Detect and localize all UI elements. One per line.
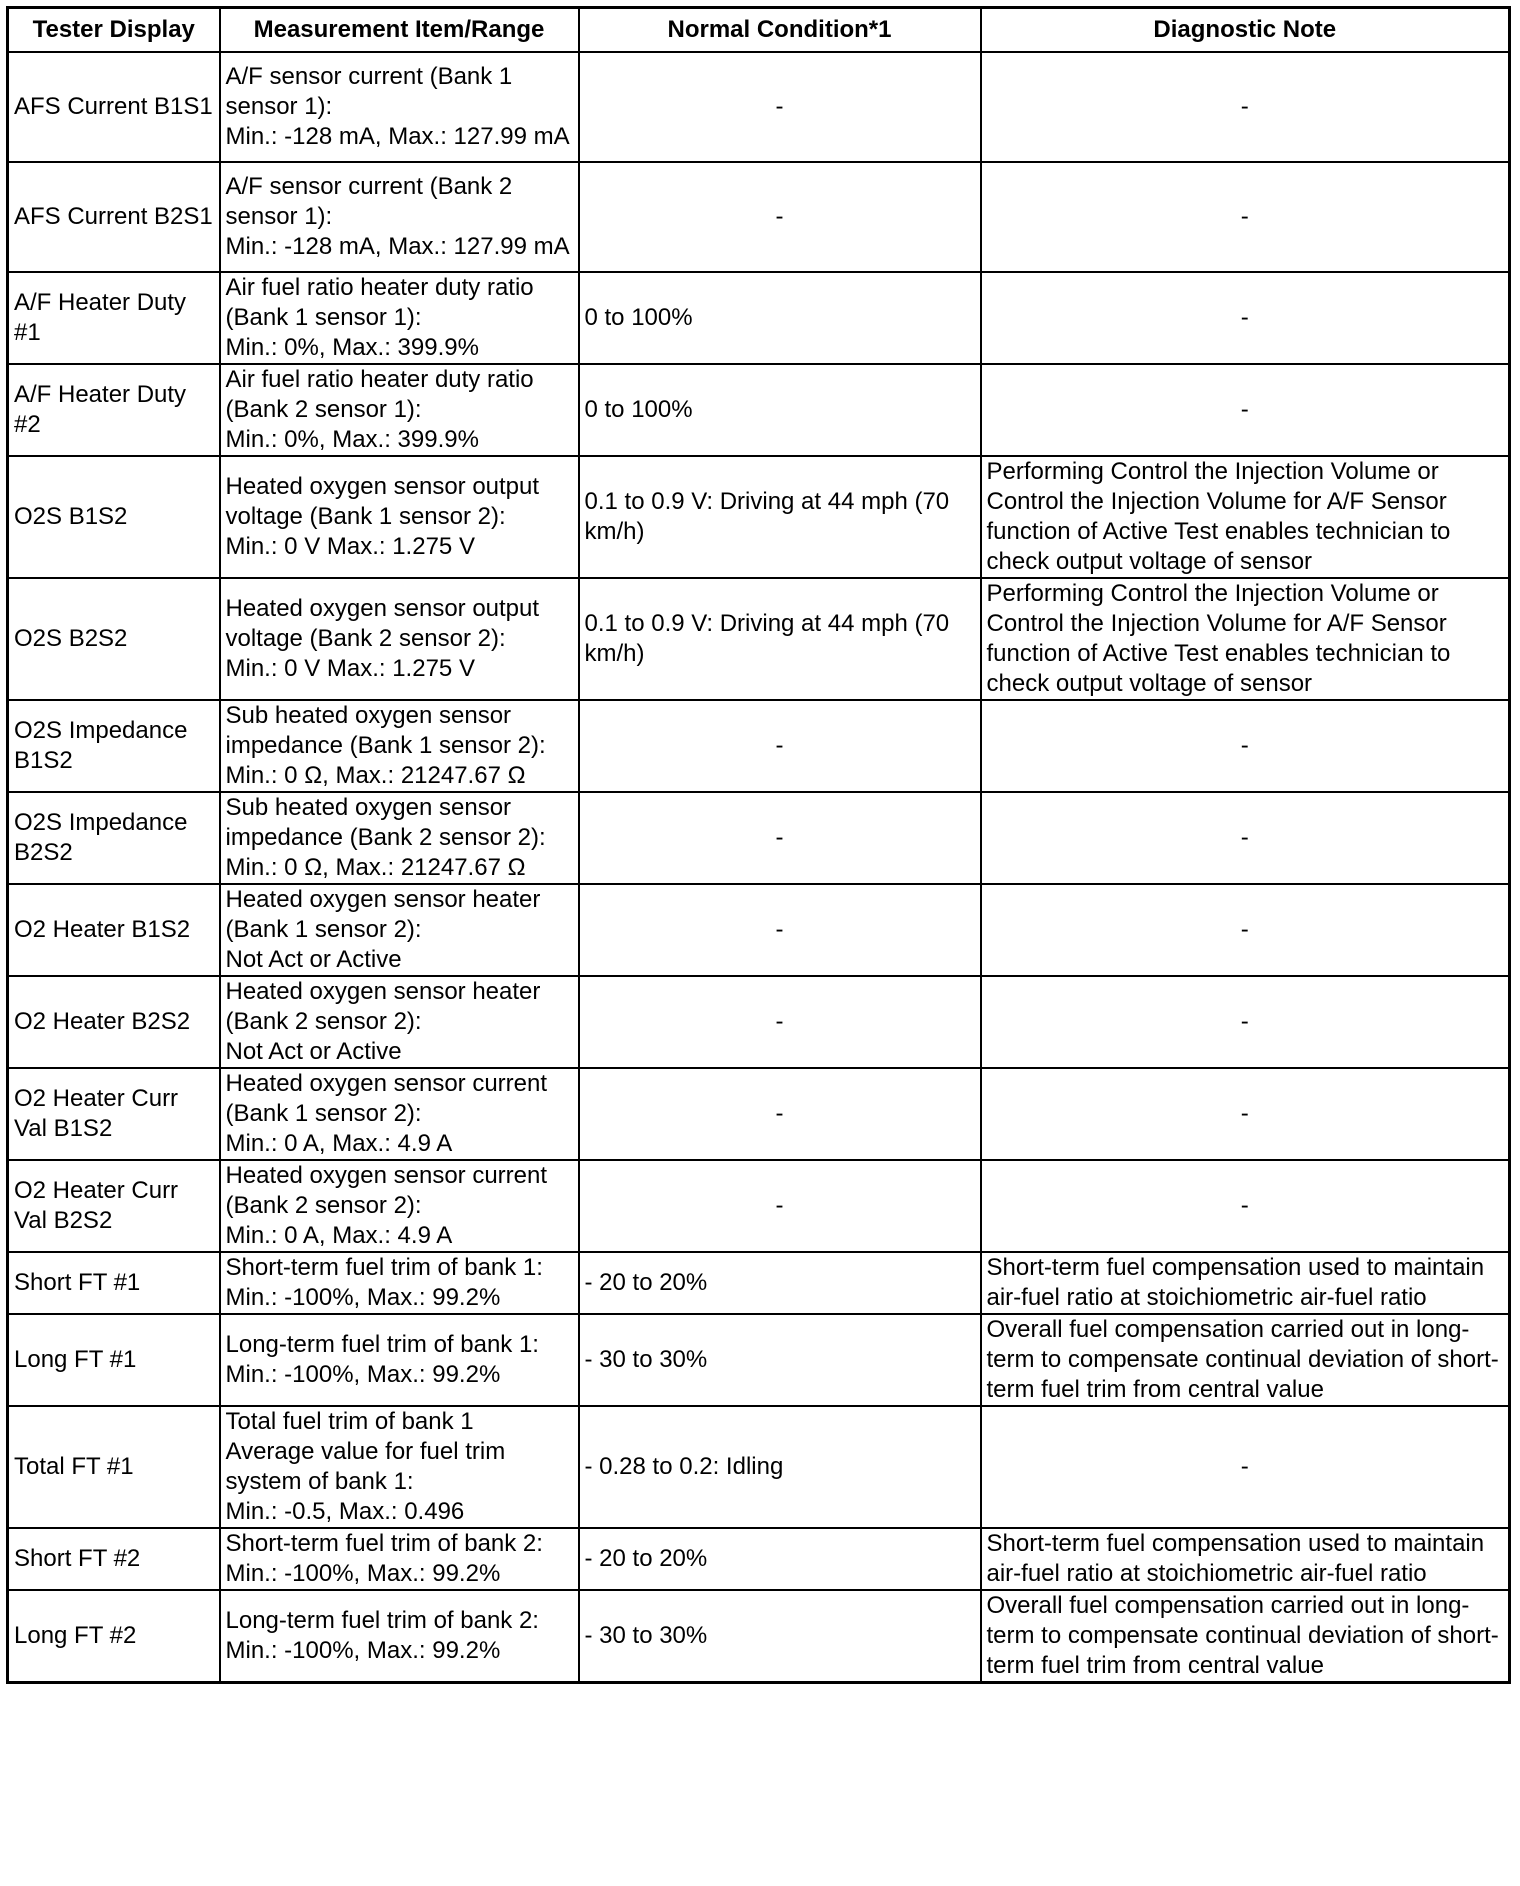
cell-measurement-item (220, 578, 579, 700)
cell-measurement-item (220, 52, 579, 162)
measurement-line: Heated oxygen sensor output voltage (Bank 2 sensor 2): (225, 595, 546, 652)
cell-diagnostic-note: Overall fuel compensation carried out in long-term to compensate continual deviation of short-term fuel trim from central value (981, 1314, 1510, 1406)
cell-tester-display: Short FT #1 (8, 1252, 220, 1314)
table-row (8, 52, 1510, 162)
measurement-line: Heated oxygen sensor heater (Bank 2 sensor 2): (225, 978, 548, 1035)
table-row (8, 1528, 1510, 1590)
cell-normal-condition: 0.1 to 0.9 V: Driving at 44 mph (70 km/h) (579, 456, 981, 578)
cell-normal-condition: - (579, 52, 981, 162)
cell-tester-display: O2 Heater B1S2 (8, 884, 220, 976)
measurement-line: Sub heated oxygen sensor impedance (Bank 2 sensor 2): (225, 794, 546, 851)
cell-tester-display: O2S Impedance B1S2 (8, 700, 220, 792)
cell-normal-condition: - (579, 976, 981, 1068)
cell-normal-condition: - (579, 162, 981, 272)
cell-diagnostic-note: - (981, 976, 1510, 1068)
cell-normal-condition: - 30 to 30% (579, 1590, 981, 1683)
cell-diagnostic-note: - (981, 272, 1510, 364)
cell-normal-condition: - 0.28 to 0.2: Idling (579, 1406, 981, 1528)
table-row (8, 456, 1510, 578)
table-row (8, 364, 1510, 456)
measurement-line: Min.: 0 A, Max.: 4.9 A (225, 1222, 453, 1249)
table-row (8, 792, 1510, 884)
cell-measurement-item (220, 1252, 579, 1314)
cell-measurement-item (220, 1314, 579, 1406)
cell-tester-display: O2 Heater Curr Val B2S2 (8, 1160, 220, 1252)
measurement-line: Min.: -128 mA, Max.: 127.99 mA (225, 123, 570, 150)
cell-normal-condition: - 20 to 20% (579, 1528, 981, 1590)
cell-normal-condition: 0.1 to 0.9 V: Driving at 44 mph (70 km/h) (579, 578, 981, 700)
cell-diagnostic-note: - (981, 1406, 1510, 1528)
cell-diagnostic-note: - (981, 52, 1510, 162)
header-normal-condition: Normal Condition*1 (579, 8, 981, 53)
measurement-line: Average value for fuel trim system of bank 1: (225, 1438, 512, 1495)
cell-diagnostic-note: - (981, 364, 1510, 456)
measurement-line: Not Act or Active (225, 946, 402, 973)
cell-tester-display: O2 Heater Curr Val B1S2 (8, 1068, 220, 1160)
measurement-line: Short-term fuel trim of bank 1: (225, 1254, 543, 1281)
cell-measurement-item (220, 1160, 579, 1252)
table-row (8, 884, 1510, 976)
cell-diagnostic-note: Performing Control the Injection Volume or Control the Injection Volume for A/F Sensor function of Active Test enables technician to check output voltage of sensor (981, 456, 1510, 578)
cell-measurement-item (220, 364, 579, 456)
measurement-line: Air fuel ratio heater duty ratio (Bank 2 sensor 1): (225, 366, 541, 423)
measurement-line: Not Act or Active (225, 1038, 402, 1065)
cell-tester-display: O2 Heater B2S2 (8, 976, 220, 1068)
table-body (8, 52, 1510, 1683)
tester-data-table (6, 6, 1511, 1684)
table-row (8, 1252, 1510, 1314)
measurement-line: Min.: 0%, Max.: 399.9% (225, 426, 479, 453)
cell-normal-condition: 0 to 100% (579, 272, 981, 364)
table-row (8, 1160, 1510, 1252)
cell-diagnostic-note: Performing Control the Injection Volume or Control the Injection Volume for A/F Sensor function of Active Test enables technician to check output voltage of sensor (981, 578, 1510, 700)
measurement-line: Min.: 0 V Max.: 1.275 V (225, 655, 475, 682)
measurement-line: Min.: 0 V Max.: 1.275 V (225, 533, 475, 560)
measurement-line: Heated oxygen sensor current (Bank 2 sensor 2): (225, 1162, 554, 1219)
cell-measurement-item (220, 792, 579, 884)
cell-diagnostic-note: - (981, 1068, 1510, 1160)
measurement-line: Heated oxygen sensor output voltage (Bank 1 sensor 2): (225, 473, 546, 530)
cell-diagnostic-note: Short-term fuel compensation used to maintain air-fuel ratio at stoichiometric air-fuel ratio (981, 1252, 1510, 1314)
header-measurement-item: Measurement Item/Range (220, 8, 579, 53)
measurement-line: Min.: -100%, Max.: 99.2% (225, 1284, 501, 1311)
measurement-line: Air fuel ratio heater duty ratio (Bank 1 sensor 1): (225, 274, 541, 331)
measurement-line: Min.: -0.5, Max.: 0.496 (225, 1498, 465, 1525)
cell-measurement-item (220, 1406, 579, 1528)
cell-normal-condition: - (579, 884, 981, 976)
cell-tester-display: AFS Current B1S1 (8, 52, 220, 162)
table-row (8, 272, 1510, 364)
cell-measurement-item (220, 1590, 579, 1683)
header-tester-display: Tester Display (8, 8, 220, 53)
measurement-line: Min.: -128 mA, Max.: 127.99 mA (225, 233, 570, 260)
measurement-line: Min.: -100%, Max.: 99.2% (225, 1560, 501, 1587)
cell-tester-display: O2S B2S2 (8, 578, 220, 700)
measurement-line: Long-term fuel trim of bank 2: (225, 1607, 539, 1634)
measurement-line: A/F sensor current (Bank 2 sensor 1): (225, 173, 519, 230)
cell-measurement-item (220, 700, 579, 792)
cell-diagnostic-note: Overall fuel compensation carried out in long-term to compensate continual deviation of short-term fuel trim from central value (981, 1590, 1510, 1683)
cell-normal-condition: - (579, 700, 981, 792)
cell-normal-condition: - (579, 792, 981, 884)
cell-diagnostic-note: - (981, 1160, 1510, 1252)
cell-tester-display: Short FT #2 (8, 1528, 220, 1590)
table-row (8, 700, 1510, 792)
cell-measurement-item (220, 1528, 579, 1590)
cell-tester-display: Long FT #1 (8, 1314, 220, 1406)
measurement-line: Long-term fuel trim of bank 1: (225, 1331, 539, 1358)
measurement-line: Short-term fuel trim of bank 2: (225, 1530, 543, 1557)
measurement-line: Sub heated oxygen sensor impedance (Bank 1 sensor 2): (225, 702, 546, 759)
cell-tester-display: A/F Heater Duty #2 (8, 364, 220, 456)
header-diagnostic-note: Diagnostic Note (981, 8, 1510, 53)
cell-diagnostic-note: Short-term fuel compensation used to maintain air-fuel ratio at stoichiometric air-fuel ratio (981, 1528, 1510, 1590)
cell-diagnostic-note: - (981, 162, 1510, 272)
cell-measurement-item (220, 976, 579, 1068)
measurement-line: Total fuel trim of bank 1 (225, 1408, 474, 1435)
table-row (8, 1314, 1510, 1406)
measurement-line: Min.: 0 A, Max.: 4.9 A (225, 1130, 453, 1157)
cell-diagnostic-note: - (981, 884, 1510, 976)
table-row (8, 1068, 1510, 1160)
measurement-line: Heated oxygen sensor current (Bank 1 sensor 2): (225, 1070, 554, 1127)
cell-tester-display: AFS Current B2S1 (8, 162, 220, 272)
measurement-line: Min.: 0 Ω, Max.: 21247.67 Ω (225, 762, 526, 789)
measurement-line: Min.: -100%, Max.: 99.2% (225, 1637, 501, 1664)
cell-tester-display: O2S Impedance B2S2 (8, 792, 220, 884)
cell-tester-display: O2S B1S2 (8, 456, 220, 578)
table-row (8, 1590, 1510, 1683)
cell-measurement-item (220, 162, 579, 272)
cell-normal-condition: - (579, 1160, 981, 1252)
cell-tester-display: Total FT #1 (8, 1406, 220, 1528)
cell-normal-condition: - (579, 1068, 981, 1160)
cell-normal-condition: - 30 to 30% (579, 1314, 981, 1406)
cell-normal-condition: - 20 to 20% (579, 1252, 981, 1314)
cell-measurement-item (220, 456, 579, 578)
measurement-line: Min.: 0%, Max.: 399.9% (225, 334, 479, 361)
document-page (6, 6, 1508, 1684)
cell-diagnostic-note: - (981, 792, 1510, 884)
measurement-line: Heated oxygen sensor heater (Bank 1 sensor 2): (225, 886, 548, 943)
cell-tester-display: A/F Heater Duty #1 (8, 272, 220, 364)
header-row (8, 8, 1510, 53)
measurement-line: Min.: -100%, Max.: 99.2% (225, 1361, 501, 1388)
table-row (8, 578, 1510, 700)
table-row (8, 1406, 1510, 1528)
measurement-line: Min.: 0 Ω, Max.: 21247.67 Ω (225, 854, 526, 881)
cell-normal-condition: 0 to 100% (579, 364, 981, 456)
measurement-line: A/F sensor current (Bank 1 sensor 1): (225, 63, 519, 120)
cell-measurement-item (220, 884, 579, 976)
cell-measurement-item (220, 1068, 579, 1160)
table-row (8, 976, 1510, 1068)
cell-diagnostic-note: - (981, 700, 1510, 792)
cell-tester-display: Long FT #2 (8, 1590, 220, 1683)
cell-measurement-item (220, 272, 579, 364)
table-row (8, 162, 1510, 272)
